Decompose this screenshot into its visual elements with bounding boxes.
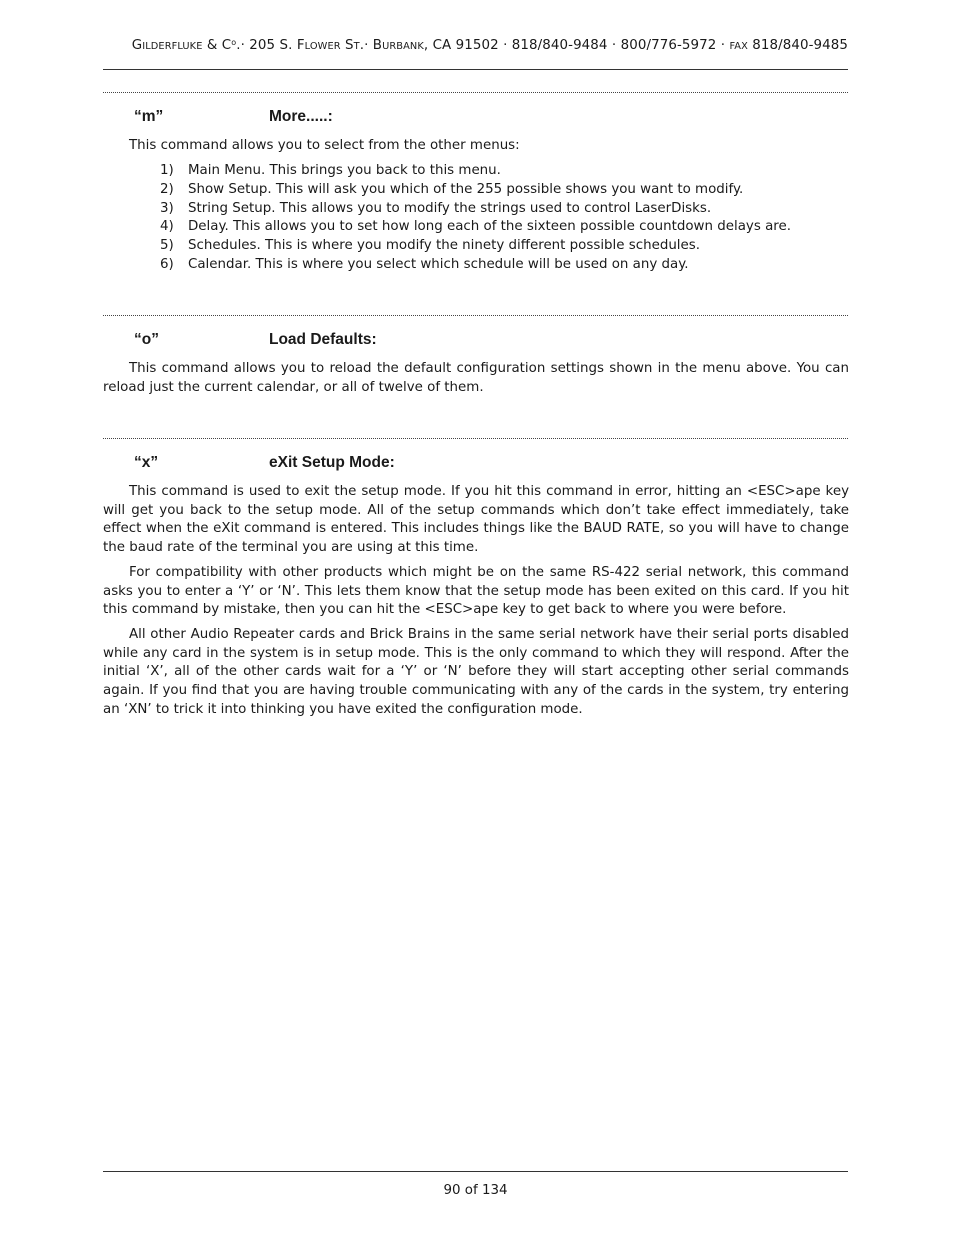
exit-setup-body xyxy=(103,483,849,725)
footer-rule xyxy=(103,1171,848,1172)
company-amp-co: & C xyxy=(202,38,232,53)
section-title-exit-setup: eXit Setup Mode: xyxy=(269,454,395,471)
company-name-rest: ILDERFLUKE xyxy=(142,41,203,52)
fax-number: 818/840-9485 xyxy=(747,38,848,53)
address-tail: , CA 91502 · 818/840-9484 · 800/776-5972 · xyxy=(423,38,730,53)
paragraph: All other Audio Repeater cards and Brick Brains in the same serial network have their serial ports disabled while any card in the system is in setup mode. This is the only command to which they will respond. After the initial ‘X’, all of the other cards wait for a ‘Y’ or ‘N’ before they will start accepting other serial commands again. If you find that you are having trouble communicating with any of the cards in the system, try entering an ‘XN’ to trick it into thinking you have exited the configuration mode. xyxy=(103,626,849,717)
list-item: 2) Show Setup. This will ask you which of the 255 possible shows you want to modify. xyxy=(160,181,744,197)
street-suffix-rest: T xyxy=(353,41,360,52)
load-defaults-body xyxy=(103,360,849,403)
command-key-m: “m” xyxy=(134,108,164,125)
command-key-x: “x” xyxy=(134,454,159,471)
list-item: 3) String Setup. This allows you to modify the strings used to control LaserDisks. xyxy=(160,200,712,216)
page-header xyxy=(103,38,848,53)
fax-label: FAX xyxy=(729,41,748,52)
header-rule xyxy=(103,69,848,70)
list-item: 5) Schedules. This is where you modify the ninety different possible schedules. xyxy=(160,238,701,254)
paragraph: For compatibility with other products which might be on the same RS-422 serial network, this command asks you to enter a ‘Y’ or ‘N’. This lets them know that the setup mode has been exited on this card. If you hit this command by mistake, then you can hit the <ESC>ape key to get back to where you were before. xyxy=(103,564,849,618)
list-item: 1) Main Menu. This brings you back to this menu. xyxy=(160,163,501,178)
paragraph: This command is used to exit the setup mode. If you hit this command in error, hitting an <ESC>ape key will get you back to the setup mode. All of the setup commands which don’t take effect immediately, take effect when the eXit command is entered. This includes things like the BAUD RATE, so you will have to change the baud rate of the terminal you are using at this time. xyxy=(103,484,849,556)
paragraph: This command allows you to reload the default configuration settings shown in the menu above. You can reload just the current calendar, or all of twelve of them. xyxy=(103,361,849,395)
company-co-superscript: o xyxy=(231,38,237,47)
address-separator: .· xyxy=(359,38,373,53)
address-number: .· 205 S. xyxy=(236,38,297,53)
menu-list xyxy=(160,162,791,275)
section-divider xyxy=(103,438,848,439)
list-item: 4) Delay. This allows you to set how long each of the sixteen possible countdown delays are. xyxy=(160,219,791,235)
list-item: 6) Calendar. This is where you select which schedule will be used on any day. xyxy=(160,256,689,272)
street-name-rest: LOWER xyxy=(304,41,341,52)
company-initial: G xyxy=(131,38,143,53)
section-divider xyxy=(103,315,848,316)
city-name-rest: URBANK xyxy=(382,41,424,52)
command-key-o: “o” xyxy=(134,331,159,348)
section-title-more: More.....: xyxy=(269,108,333,125)
page-number: 90 of 134 xyxy=(443,1183,508,1198)
city-initial: B xyxy=(372,38,383,53)
street-initial: F xyxy=(296,38,305,53)
street-suffix-initial: S xyxy=(340,38,354,53)
section-title-load-defaults: Load Defaults: xyxy=(269,331,377,348)
section-divider xyxy=(103,92,848,93)
more-intro-text: This command allows you to select from the other menus: xyxy=(129,138,520,153)
